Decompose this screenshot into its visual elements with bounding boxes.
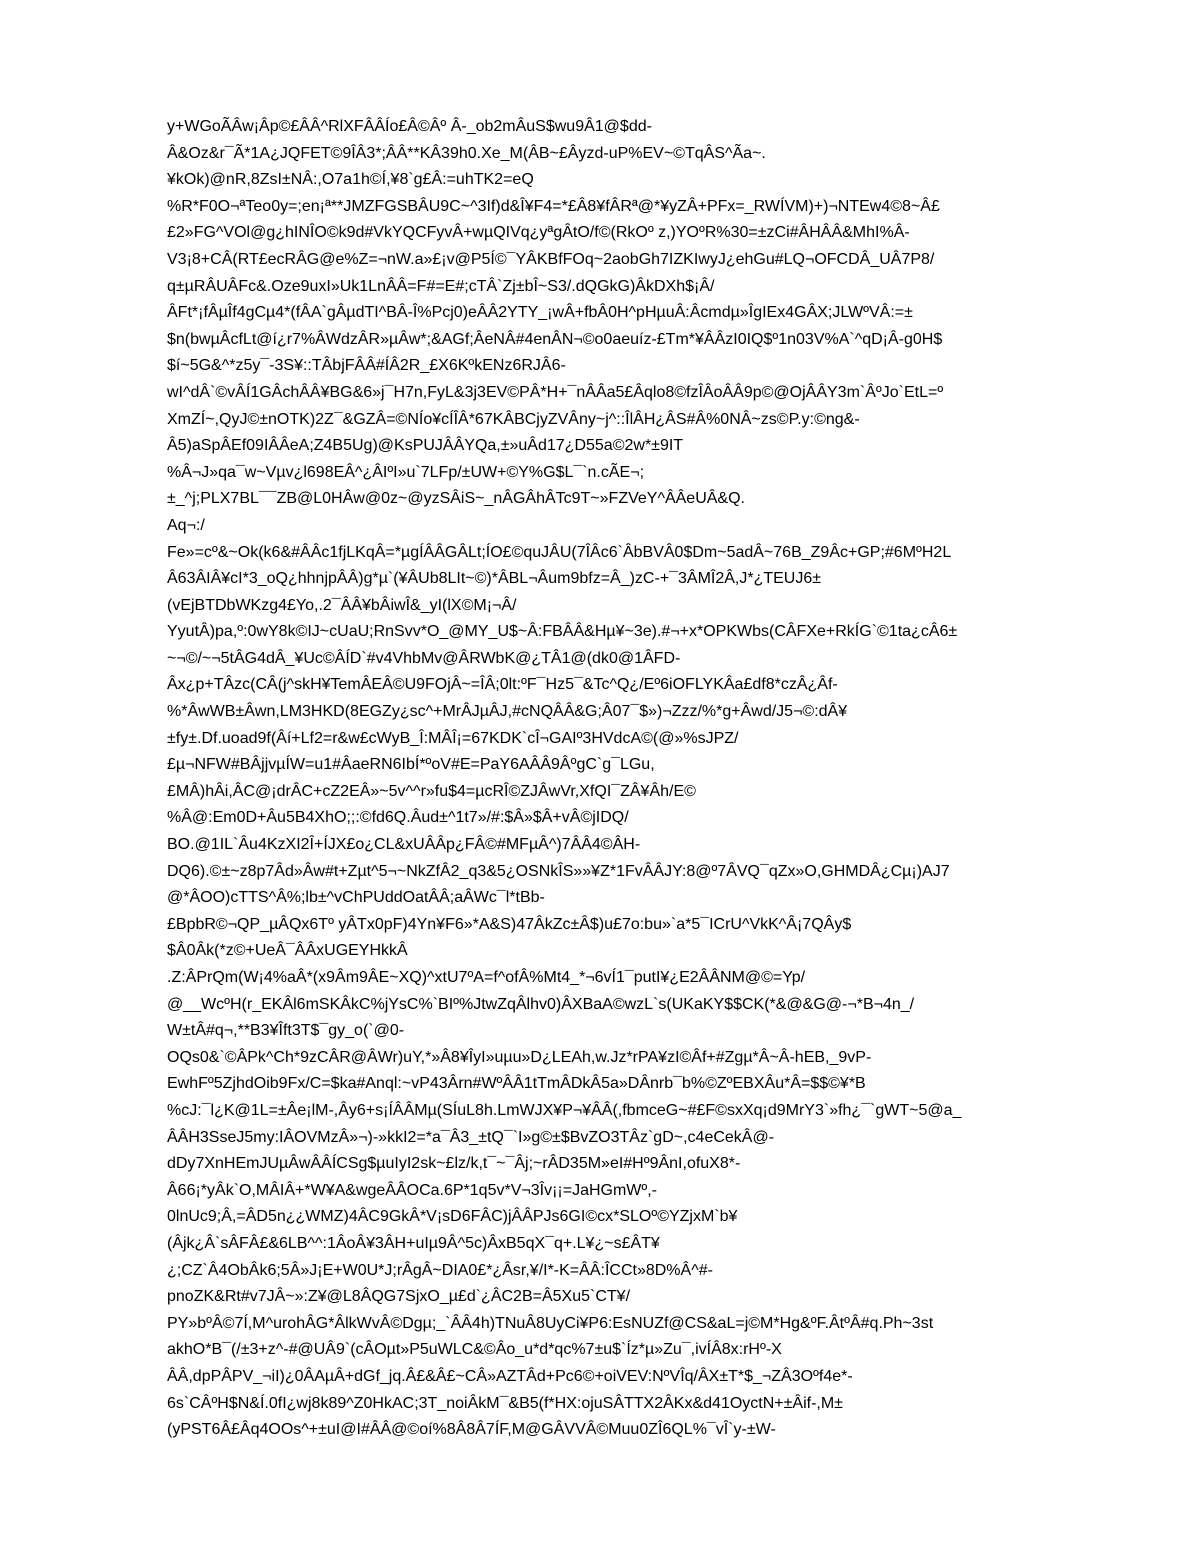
text-line: XmZÍ~,QyJ©±nOTK)2Z¯&GZÂ=©NÍo¥cÍÎÂ*67KÂBCjyZVÂny~j^::ÎlÂH¿ÂS#Â%0NÂ~zs©P.y:©ng&-: [167, 410, 860, 428]
text-line: ÂÂ,dpPÂPV_¬iI)¿0ÂAµÂ+dGf_jq.Â£&Â£~CÂ»AZTÂd+Pc6©+oiVEV:NºVÎq/ÂX±T*$_¬ZÂ3Oºf4e*-: [167, 1367, 853, 1385]
text-line: $Â0Âk(*z©+UeÂ¯ÂÂxUGEYHkkÂ: [167, 942, 408, 960]
text-line: wI^dÂ`©vÂÍ1GÂchÂÂ¥BG&6»j¯H7n,FyL&3j3EV©PÂ*H+¯nÂÂa5£Âqlo8©fzÎÂoÂÂ9p©@OjÂÂY3m`ÂºJo`EtL=º: [167, 383, 944, 401]
text-line: %cJ:¯l¿K@1L=±Âe¡lM-,Ây6+s¡ÍÂÂMµ(SÍuL8h.LmWJX¥P¬¥ÂÂ(,fbmceG~#£F©sxXq¡d9MrY3`»fh¿¯`gWT~5@a_: [167, 1101, 962, 1119]
text-line: ¿;CZ`Â4ObÂk6;5Â»J¡E+W0U*J;rÂgÂ~DIA0£*¿Âsr,¥/I*-K=ÂÂ:ÎCCt»8D%Â^#-: [167, 1261, 713, 1279]
text-line: Aq¬:/: [167, 516, 205, 534]
text-line: (yPST6Â£Âq4OOs^+±uI@I#ÂÂ@©oí%8Â8Â7ÍF,M@GÂVVÂ©Muu0ZÎ6QL%¯vÎ`y-±W-: [167, 1421, 776, 1439]
text-line: EwhFº5ZjhdOib9Fx/C=$ka#Anql:~vP43Ârn#WºÂÂ1tTmÂDkÂ5a»DÂnrb¯b%©ZºEBXÂu*Â=$$©¥*B: [167, 1075, 866, 1093]
text-line: ¥kOk)@nR,8ZsI±NÂ:,O7a1h©Í,¥8`g£Â:=uhTK2=eQ: [167, 171, 534, 189]
text-line: %R*F0O¬ªTeo0y=;en¡ª**JMZFGSBÂU9C~^3If)d&Î¥F4=*£Â8¥fÂRª@*¥yZÂ+PFx=_RWÍVM)+)¬NTEw4©8~Â£: [167, 197, 940, 215]
text-line: (Âjk¿Â`sÂFÂ£&6LB^^:1ÂoÂ¥3ÂH+uIµ9Â^5c)ÂxB5qX¯q+.L¥¿~s£ÂT¥: [167, 1234, 660, 1252]
text-line: pnoZK&Rt#v7JÂ~»:Z¥@L8ÂQG7SjxO_µ£d`¿ÂC2B=Â5Xu5`CT¥/: [167, 1288, 631, 1306]
text-line: £MÂ)hÂi,ÂC@¡drÂC+cZ2EÂ»~5v^^r»fu$4=µcRÎ©ZJÂwVr,XfQI¯ZÂ¥Âh/E©: [167, 782, 696, 800]
text-line: DQ6).©±~z8p7Âd»Âw#t+Zµt^5¬~NkZfÂ2_q3&5¿OSNkÎS»»¥Z*1FvÂÂJY:8@º7ÂVQ¯qZx»O,GHMDÂ¿Cµ¡)AJ7: [167, 862, 950, 880]
text-line: %*ÂwWB±Âwn,LM3HKD(8EGZy¿sc^+MrÂJµÂJ,#cNQÂÂ&G;Â07¯$»)¬Zzz/%*g+Âwd/J5¬©:dÂ¥: [167, 703, 848, 721]
text-line: (vEjBTDbWKzg4£Yo,.2¯ÂÂ¥bÂiwÎ&_yI(lX©M¡¬Â/: [167, 596, 517, 614]
text-line: 6s`CÂºH$N&Í.0fI¿wj8k89^Z0HkAC;3T_noiÂkM¯&B5(f*HX:ojuSÂTTX2ÂKx&d41OyctN+±Âif-,M±: [167, 1394, 843, 1412]
text-line: ÂFt*¡fÂµÎf4gCµ4*(fÂA`gÂµdTI^BÂ-Î%Pcj0)eÂÂ2YTY_¡wÂ+fbÂ0H^pHµuÂ:Âcmdµ»ÎgIEx4GÂX;JLWºVÂ:=±: [167, 304, 913, 322]
text-line: q±µRÂUÂFc&.Oze9uxI»Uk1LnÂÂ=F#=E#;cTÂ`Zj±bÎ~S3/.dQGkG)ÂkDXh$¡Â/: [167, 277, 715, 295]
text-line: @*ÂOO)cTTS^Â%;lb±^vChPUddOatÂÂ;aÂWc¯l*tBb-: [167, 889, 545, 907]
text-line: Â5)aSpÂEf09IÂÂeA;Z4B5Ug)@KsPUJÂÂYQa,±»uÂd17¿D55a©2w*±9IT: [167, 437, 684, 455]
text-line: W±tÂ#q¬,**B3¥Îft3T$¯gy_o(`@0-: [167, 1022, 405, 1040]
text-line: V3¡8+CÂ(RT£ecRÂG@e%Z=¬nW.a»£¡v@P5Í©¯YÂKBfFOq~2aobGh7IZKIwyJ¿ehGu#LQ¬OFCDÂ_UÂ7P8/: [167, 250, 935, 268]
text-line: Fe»=cº&~Ok(k6&#ÂÂc1fjLKqÂ=*µgÍÂÂGÂLt;ÍO£©quJÂU(7ÎÂc6`ÂbBVÂ0$Dm~5adÂ~76B_Z9Âc+GP;#6MºH2L: [167, 543, 952, 561]
text-line: £2»FG^VOl@g¿hINÎO©k9d#VkYQCFyvÂ+wµQIVq¿yªgÂtO/f©(RkOº z,)YOºR%30=±zCi#ÂHÂÂ&MhI%Â-: [167, 224, 910, 242]
text-line: £µ¬NFW#BÂjjvµÍW=u1#ÂaeRN6IbÍ*ºoV#E=PaY6AÂÂ9ÂºgC`g¯LGu,: [167, 756, 655, 774]
text-line: Â63ÂIÂ¥cI*3_oQ¿hhnjpÂÂ)g*µ`(¥ÂUb8LIt~©)*ÂBL¬Âum9bfz=Â_)zC-+¯3ÂMÎ2Â,J*¿TEUJ6±: [167, 570, 822, 588]
text-line: %Â¬J»qa¯w~Vµv¿l698EÂ^¿ÂIºI»u`7LFp/±UW+©Y%G$L¯`n.cÃE¬;: [167, 463, 645, 481]
text-line: %Â@:Em0D+Âu5B4XhO;;:©fd6Q.Âud±^1t7»/#:$Â»$Â+vÂ©jIDQ/: [167, 809, 629, 827]
text-line: ÂÂH3SseJ5my:IÂOVMzÂ»¬)-»kkI2=*a¯Â3_±tQ¯`I»g©±$BvZO3TÂz`gD~,c4eCekÂ@-: [167, 1128, 775, 1146]
text-line: YyutÂ)pa,º:0wY8k©IJ~cUaU;RnSvv*O_@MY_U$~Â:FBÂÂ&Hµ¥~3e).#¬+x*OPKWbs(CÂFXe+RkÍG`©1ta¿cÂ6±: [167, 623, 958, 641]
text-line: 0lnUc9;Â,=ÂD5n¿¿WMZ)4ÂC9GkÂ*V¡sD6FÂC)jÂÂPJs6GI©cx*SLOº©YZjxM`b¥: [167, 1208, 738, 1226]
text-line: dDy7XnHEmJUµÂwÂÂÍCSg$µuIyI2sk~£lz/k,t¯~¯Âj;~rÂD35M»eI#Hº9ÂnI,ofuX8*-: [167, 1155, 741, 1173]
text-line: .Z:ÂPrQm(W¡4%aÂ*(x9Âm9ÂE~XQ)^xtU7ºA=f^ofÂ%Mt4_*¬6vÍ1¯putI¥¿E2ÂÂNM@©=Yp/: [167, 969, 806, 986]
text-line: PY»bºÂ©7Í,M^urohÂG*ÂlkWvÂ©Dgµ;_`ÂÂ4h)TNuÂ8UyCi¥P6:EsNUZf@CS&aL=j©M*Hg&ºF.ÂtºÂ#q.Ph~3st: [167, 1314, 934, 1332]
text-line: @__WcºH(r_EKÂl6mSKÂkC%jYsC%`BIº%JtwZqÂlhv0)ÂXBaA©wzL`s(UKaKY$$CK(*&@&G@-¬*B¬4n_/: [167, 995, 915, 1013]
text-line: ±fy±.Df.uoad9f(Âí+Lf2=r&w£cWyB_Î:MÂÎ¡=67KDK`cÎ¬GAIº3HVdcA©(@»%sJPZ/: [167, 729, 739, 747]
text-line: £BpbR©¬QP_µÂQx6Tº yÂTx0pF)4Yn¥F6»*A&S)47ÂkZc±Â$)u£7o:bu»`a*5¯ICrU^VkK^Â¡7QÂy$: [167, 915, 852, 933]
text-line: y+WGoÃÂw¡Âp©£ÂÂ^RlXFÂÂÍo£Â©Âº Â-_ob2mÂuS$wu9Â1@$dd-: [167, 118, 652, 135]
text-line: $í~5G&^*z5y¯-3S¥::TÂbjFÂÂ#ÍÂ2R_£X6KºkENz6RJÂ6-: [167, 357, 566, 375]
document-body: [167, 114, 1157, 1444]
text-line: BO.@1IL`Âu4KzXI2Î+ÍJX£o¿CL&xUÂÂp¿FÂ©#MFµÂ^)7ÂÂ4©ÂH-: [167, 836, 641, 854]
text-line: Âx¿p+TÂzc(CÂ(j^skH¥TemÂEÂ©U9FOjÂ~=ÎÂ;0lt:ºF¯Hz5¯&Tc^Q¿/Eº6iOFLYKÂa£df8*czÂ¿Âf-: [167, 676, 838, 694]
text-line: Â&Oz&r¯Ã*1A¿JQFET©9ÎÂ3*;ÂÂ**KÂ39h0.Xe_M(ÂB~£Âyzd-uP%EV~©TqÂS^Ãa~.: [167, 144, 766, 162]
text-line: OQs0&`©ÂPk^Ch*9zCÂR@ÂWr)uY,*»Â8¥ÎyI»uµu»D¿LEAh,w.Jz*rPA¥zI©Âf+#Zgµ*Â~Â-hEB,_9vP-: [167, 1048, 872, 1066]
text-line: akhO*B¯(/±3+z^-#@UÂ9`(cÂOµt»P5uWLC&©Âo_u*d*qc%7±u$`Íz*µ»Zu¯,ivÍÂ8x:rHº-X: [167, 1341, 782, 1359]
text-line: ±_^j;PLX7BL¯¯ZB@L0HÂw@0z~@yzSÂiS~_nÂGÂhÂTc9T~»FZVeY^ÂÂeUÂ&Q.: [167, 490, 745, 508]
text-line: ~¬©/~¬5tÂG4dÂ_¥Uc©ÂÍD`#v4VhbMv@ÂRWbK@¿TÂ1@(dk0@1ÂFD-: [167, 649, 681, 667]
text-line: $n(bwµÂcfLt@í¿r7%ÂWdzÂR»µÂw*;&AGf;ÂeNÂ#4enÂN¬©o0aeuíz-£Tm*¥ÂÂzI0IQ$º1n03V%A`^qD¡Â-g0H$: [167, 330, 943, 348]
text-line: Â66¡*yÂk`O,MÂIÂ+*W¥A&wgeÂÂOCa.6P*1q5v*V¬3Îv¡¡=JaHGmWº,-: [167, 1181, 658, 1199]
